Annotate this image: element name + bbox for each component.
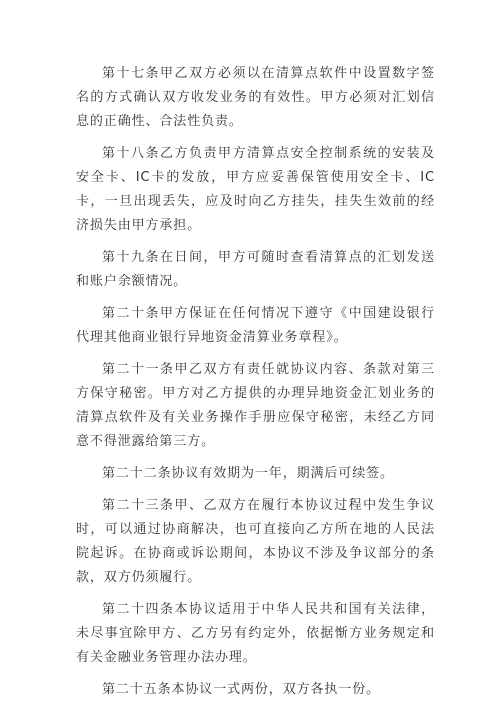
document-body <box>76 62 435 710</box>
article-19: 第十九条在日间，甲方可随时查看清算点的汇划发送和账户余额情况。 <box>76 250 435 289</box>
article-17: 第十七条甲乙双方必须以在清算点软件中设置数字签名的方式确认双方收发业务的有效性。甲方必须对汇划信息的正确性、合法性负责。 <box>76 66 435 129</box>
article-24: 第二十四条本协议适用于中华人民共和国有关法律，未尽事宜除甲方、乙方另有约定外，依据惭方业务规定和有关金融业务管理办法办理。 <box>76 602 435 665</box>
article-22: 第二十二条协议有效期为一年，期满后可续签。 <box>102 466 394 481</box>
article-18: 第十八条乙方负责甲方清算点安全控制系统的安装及安全卡、IC卡的发放，甲方应妥善保管使用安全卡、IC卡，一旦出现丢失，应及时向乙方挂失，挂失生效前的经济损失由甲方承担。 <box>76 146 435 233</box>
article-25: 第二十五条本协议一式两份，双方各执一份。 <box>102 682 381 697</box>
article-23: 第二十三条甲、乙双方在履行本协议过程中发生争议时，可以通过协商解决，也可直接向乙方所在地的人民法院起诉。在协商或诉讼期间，本协议不涉及争议部分的条款，双方仍须履行。 <box>76 498 435 585</box>
article-21: 第二十一条甲乙双方有责任就协议内容、条款对第三方保守秘密。甲方对乙方提供的办理异地资金汇划业务的清算点软件及有关业务操作手册应保守秘密，未经乙方同意不得泄露给第三方。 <box>76 362 435 449</box>
article-20: 第二十条甲方保证在任何情况下遵守《中国建设银行代理其他商业银行异地资金清算业务章程》。 <box>76 306 435 345</box>
